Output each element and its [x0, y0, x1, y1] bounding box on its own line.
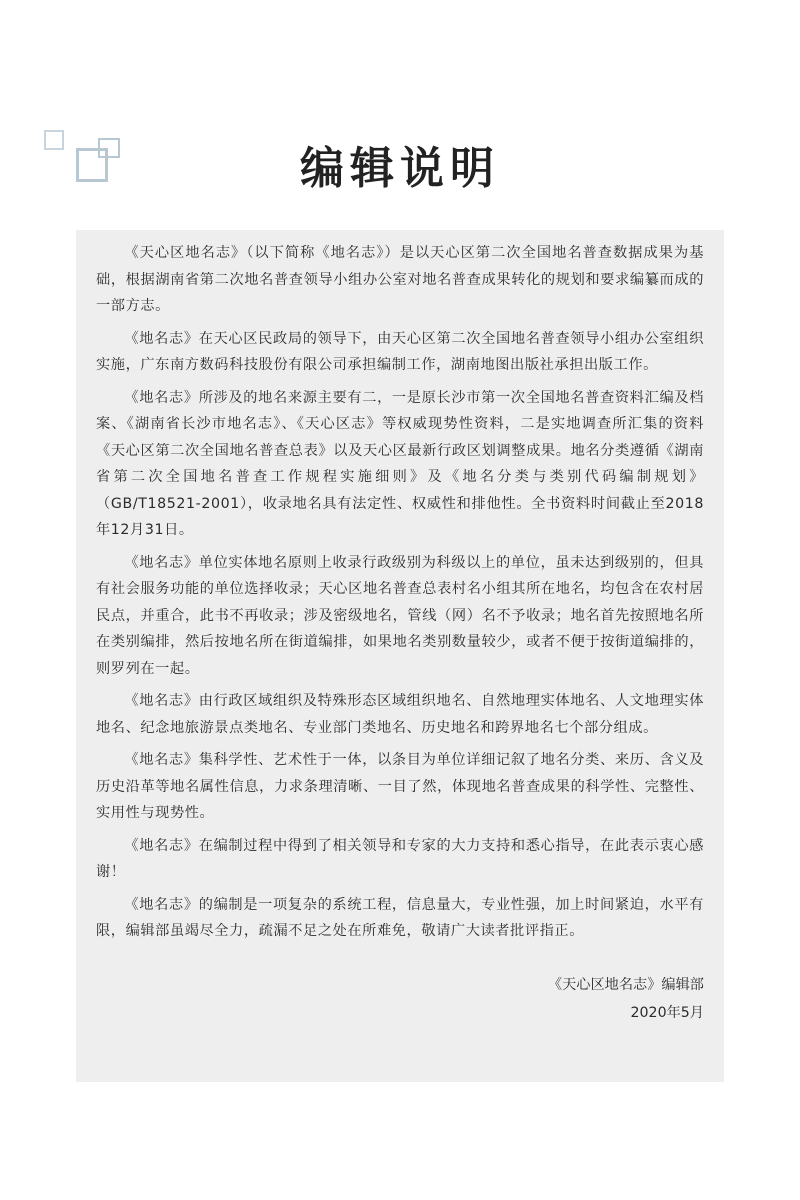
paragraph-organization: 《地名志》在天心区民政局的领导下，由天心区第二次全国地名普查领导小组办公室组织实施，广东南方数码科技股份有限公司承担编制工作，湖南地图出版社承担出版工作。 — [96, 330, 704, 373]
paragraph-intro: 《天心区地名志》（以下简称《地名志》）是以天心区第二次全国地名普查数据成果为基础，根据湖南省第二次地名普查领导小组办公室对地名普查成果转化的规划和要求编纂而成的一部方志。 — [96, 245, 704, 314]
paragraph-disclaimer: 《地名志》的编制是一项复杂的系统工程，信息量大，专业性强，加上时间紧迫，水平有限，编辑部虽竭尽全力，疏漏不足之处在所难免，敬请广大读者批评指正。 — [96, 896, 704, 939]
content-panel — [76, 230, 724, 1082]
paragraph-features: 《地名志》集科学性、艺术性于一体，以条目为单位详细记叙了地名分类、来历、含义及历史沿革等地名属性信息，力求条理清晰、一目了然，体现地名普查成果的科学性、完整性、实用性与现势性。 — [96, 752, 704, 821]
paragraph-sources: 《地名志》所涉及的地名来源主要有二，一是原长沙市第一次全国地名普查资料汇编及档案、《湖南省长沙市地名志》、《天心区志》等权威现势性资料，二是实地调查所汇集的资料《天心区第二次全国地名普查总表》以及天心区最新行政区划调整成果。地名分类遵循《湖南省第二次全国地名普查工作规程实施细则》及《地名分类与类别代码编制规划》（GB/T18521-2001），收录地名具有法定性、权威性和排他性。全书资料时间截止至2018年12月31日。 — [96, 389, 704, 538]
paragraph-structure: 《地名志》由行政区域组织及特殊形态区域组织地名、自然地理实体地名、人文地理实体地名、纪念地旅游景点类地名、专业部门类地名、历史地名和跨界地名七个部分组成。 — [96, 693, 704, 736]
page-title: 编辑说明 — [300, 143, 500, 194]
signature-date: 2020年5月 — [630, 1004, 704, 1021]
signature-block — [96, 971, 704, 1027]
paragraph-thanks: 《地名志》在编制过程中得到了相关领导和专家的大力支持和悉心指导，在此表示衷心感谢！ — [96, 837, 704, 880]
signature-editor: 《天心区地名志》编辑部 — [547, 976, 704, 993]
paragraph-inclusion-rules: 《地名志》单位实体地名原则上收录行政级别为科级以上的单位，虽未达到级别的，但具有社会服务功能的单位选择收录；天心区地名普查总表村名小组其所在地名，均包含在农村居民点，并重合，此书不再收录；涉及密级地名，管线（网）名不予收录；地名首先按照地名所在类别编排，然后按地名所在街道编排，如果地名类别数量较少，或者不便于按街道编排的，则罗列在一起。 — [96, 554, 704, 677]
